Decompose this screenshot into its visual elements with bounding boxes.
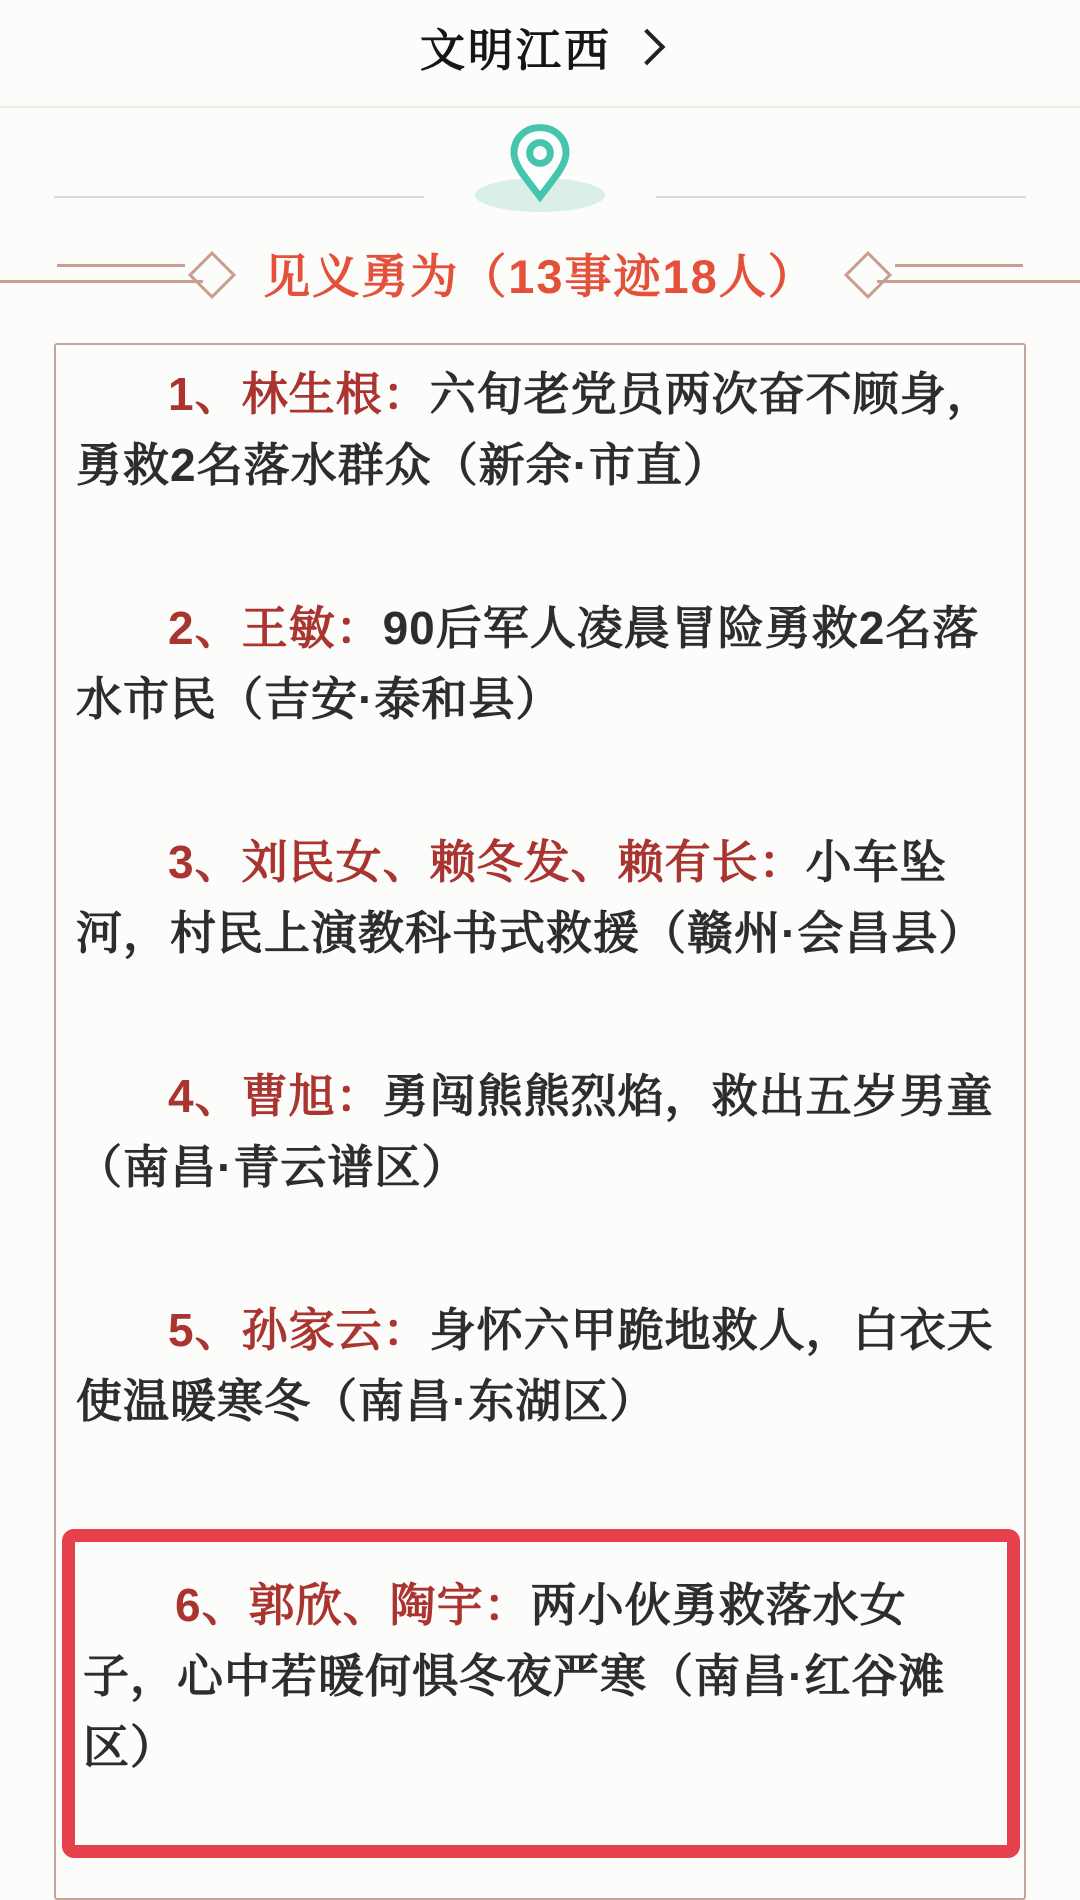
- deed-item-name: 3、刘民女、赖冬发、赖有长：: [168, 836, 806, 888]
- pin-row: [0, 108, 1080, 214]
- section-title: 见义勇为（13事迹18人）: [263, 250, 817, 303]
- deed-item-text: 六旬老党员两次奋不顾身，勇救2名落水群众（新余·市直）: [76, 368, 994, 491]
- location-pin-icon: [455, 118, 625, 214]
- section-header: [0, 240, 1080, 307]
- deed-item: [76, 593, 1004, 735]
- deed-item-text: 勇闯熊熊烈焰，救出五岁男童（南昌·青云谱区）: [76, 1070, 994, 1193]
- deed-item-text: 两小伙勇救落水女子，心中若暖何惧冬夜严寒（南昌·红谷滩区）: [83, 1579, 946, 1773]
- deed-item-text: 小车坠河，村民上演教科书式救援（赣州·会昌县）: [76, 836, 986, 959]
- deed-item-name: 4、曹旭：: [168, 1070, 383, 1122]
- deeds-list: [54, 343, 1026, 1900]
- chevron-right-icon[interactable]: [629, 29, 666, 66]
- pin-side-line-right: [656, 196, 1026, 198]
- left-ornament-icon: [0, 248, 233, 300]
- deed-item: [76, 359, 1004, 501]
- deed-item: [76, 827, 1004, 969]
- account-name[interactable]: 文明江西: [419, 24, 612, 76]
- deed-item-name: 5、孙家云：: [168, 1304, 430, 1356]
- deed-item: [76, 1061, 1004, 1203]
- deed-item: [62, 1529, 1020, 1858]
- pin-side-line-left: [54, 196, 424, 198]
- deed-item-text: 身怀六甲跪地救人，白衣天使温暖寒冬（南昌·东湖区）: [76, 1304, 994, 1427]
- location-pin-glyph: [500, 122, 580, 206]
- right-ornament-icon: [847, 248, 1080, 300]
- account-header[interactable]: [0, 0, 1080, 92]
- deed-item-name: 1、林生根：: [168, 368, 430, 420]
- deed-item-name: 2、王敏：: [168, 602, 383, 654]
- deed-item: [76, 1295, 1004, 1437]
- deed-item-text: 90后军人凌晨冒险勇救2名落水市民（吉安·泰和县）: [76, 602, 980, 725]
- deed-item-name: 6、郭欣、陶宇：: [175, 1579, 531, 1631]
